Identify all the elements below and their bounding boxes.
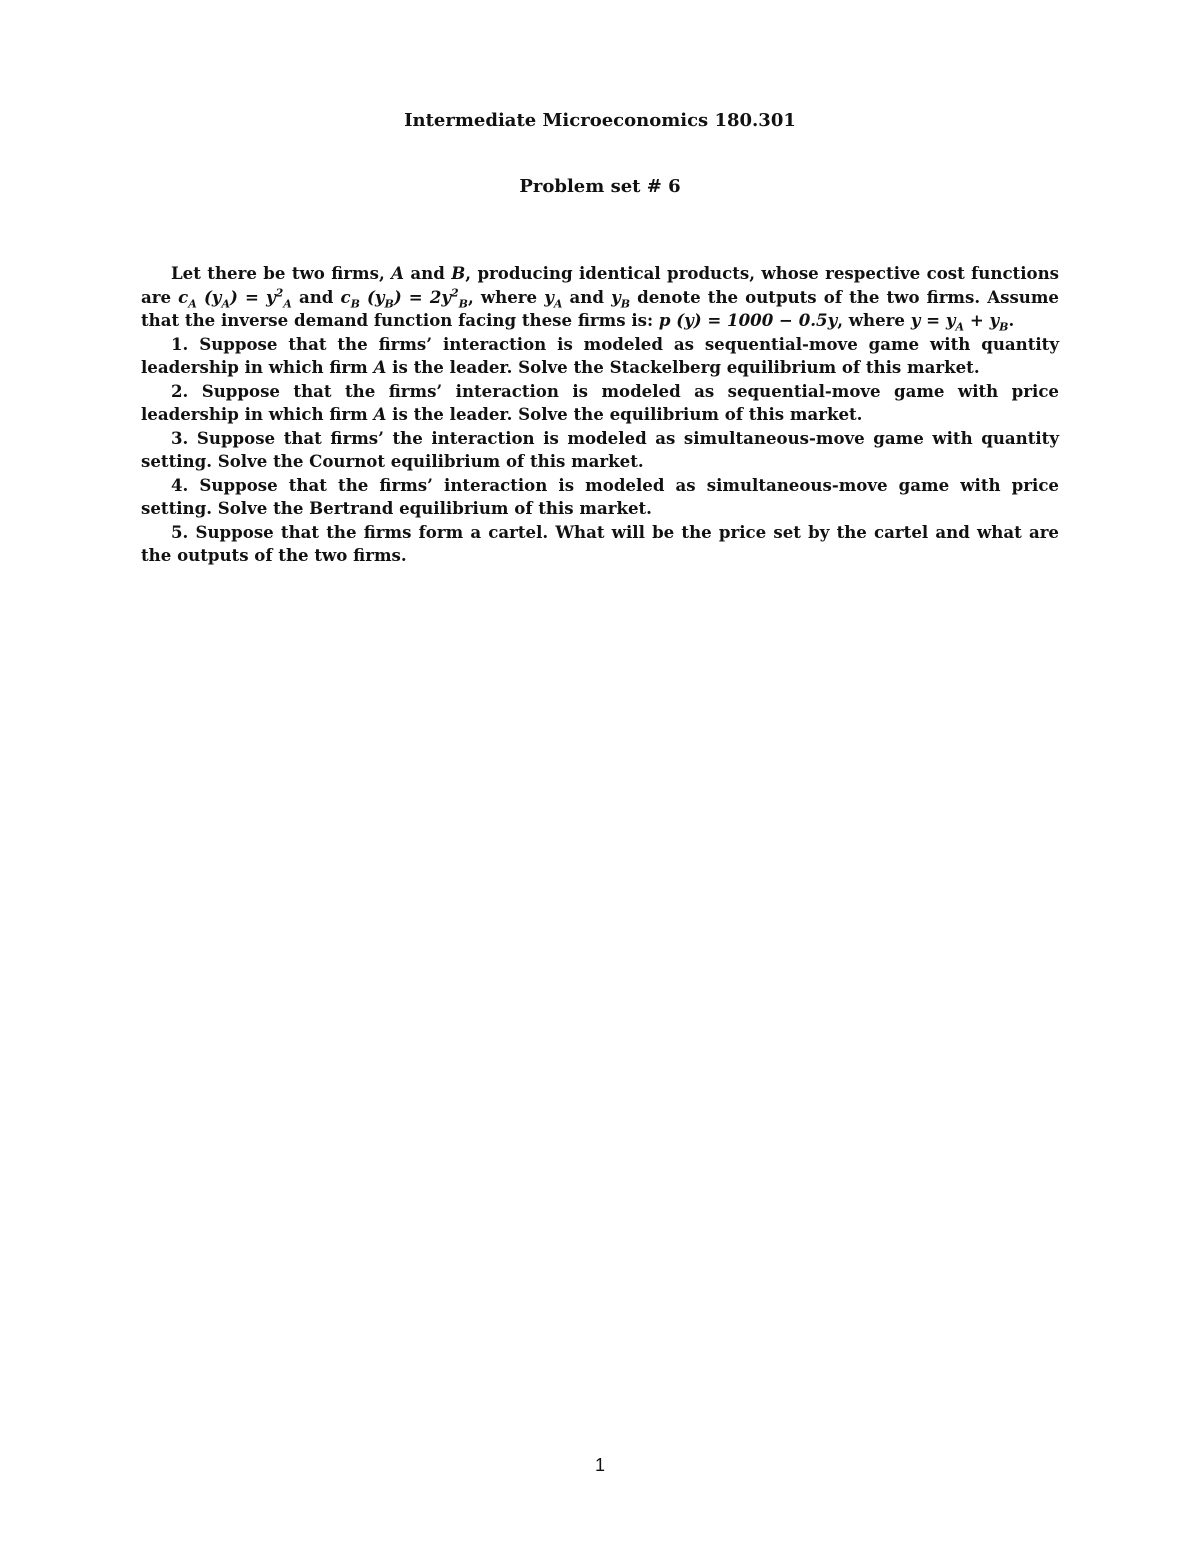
question-3: 3. Suppose that firms’ the interaction is modeled as simultaneous-move game with quantity setting. Solve the Cournot equilibrium of this market. <box>141 427 1059 471</box>
cost-function-b: $c_B$ $(y_B) = 2y^2_B$ <box>340 285 468 310</box>
intro-paragraph: Let there be two firms, A and B, producing identical products, whose respective cost functions are $c_A$ $(y_A) = y^2_A$ and $c_B$ $(y_B) = 2y^2_B$, where $y_A$ and $y_B$ denote the outputs of the two firms. Assume that the inverse demand function facing these firms is: p (y) = 1000 − 0.5y, where $y = y_A + y_B$. <box>141 263 1059 334</box>
question-4: 4. Suppose that the firms’ interaction is modeled as simultaneous-move game with price setting. Solve the Bertrand equilibrium of this market. <box>141 474 1059 518</box>
question-2: 2. Suppose that the firms’ interaction is modeled as sequential-move game with price leadership in which firm A is the leader. Solve the equilibrium of this market. <box>141 380 1059 424</box>
question-5: 5. Suppose that the firms form a cartel. What will be the price set by the cartel and what are the outputs of the two firms. <box>141 521 1059 565</box>
inverse-demand-function: p (y) = 1000 − 0.5y <box>658 310 838 330</box>
cost-function-a: $c_A$ $(y_A) = y^2_A$ <box>178 285 292 310</box>
total-output: $y = y_A + y_B$ <box>910 310 1009 334</box>
problem-set-title: Problem set # 6 <box>519 176 681 197</box>
course-title: Intermediate Microeconomics 180.301 <box>404 110 796 131</box>
question-1: 1. Suppose that the firms’ interaction is modeled as sequential-move game with quantity leadership in which firm A is the leader. Solve the Stackelberg equilibrium of this market. <box>141 333 1059 377</box>
page-number: 1 <box>594 1455 605 1475</box>
problem-body <box>141 262 1059 568</box>
